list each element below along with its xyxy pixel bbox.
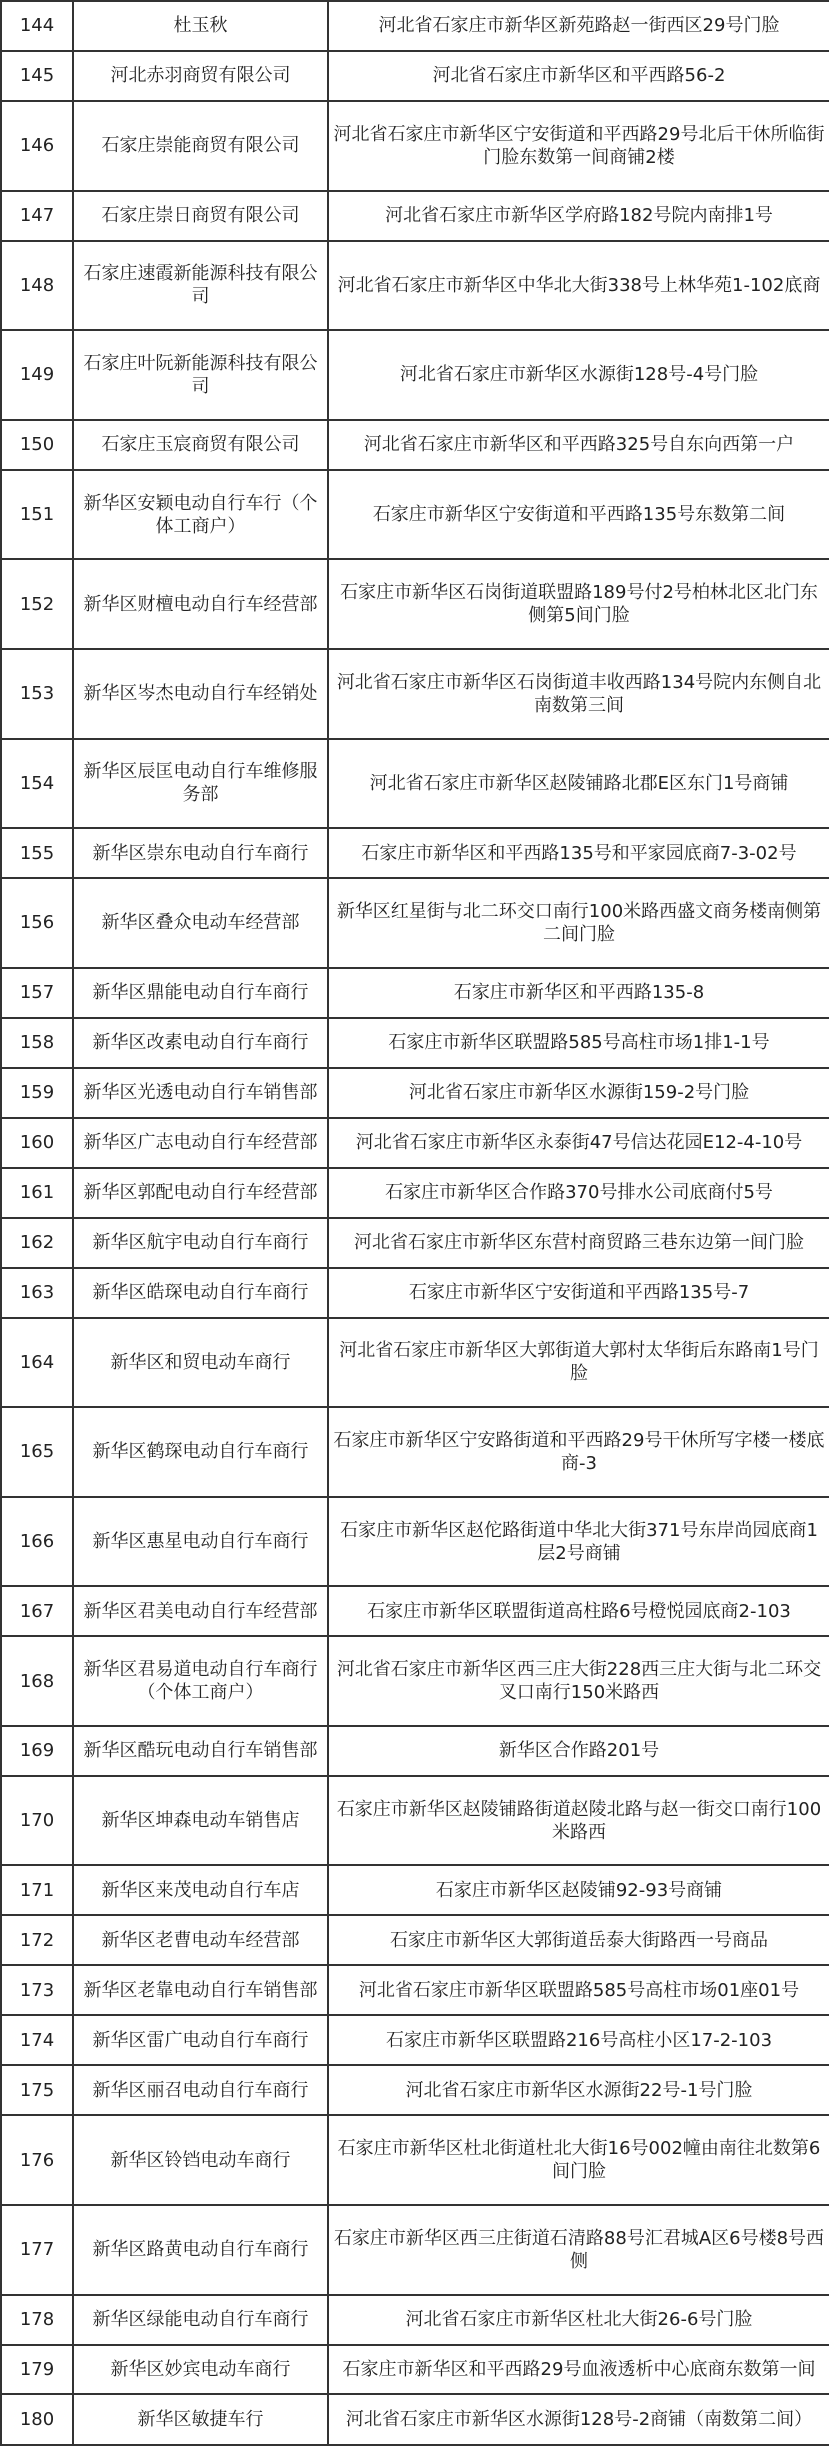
business-address: 石家庄市新华区宁安街道和平西路135号-7	[328, 1268, 829, 1318]
business-address: 河北省石家庄市新华区石岗街道丰收西路134号院内东侧自北南数第三间	[328, 649, 829, 739]
business-address: 河北省石家庄市新华区和平西路325号自东向西第一户	[328, 420, 829, 470]
business-name: 新华区和贸电动车商行	[73, 1318, 328, 1408]
row-number: 170	[1, 1776, 73, 1866]
table-row	[1, 559, 829, 649]
business-address: 河北省石家庄市新华区新苑路赵一街西区29号门脸	[328, 1, 829, 51]
table-row	[1, 1586, 829, 1636]
row-number: 180	[1, 2394, 73, 2445]
business-address: 石家庄市新华区和平西路29号血液透析中心底商东数第一间	[328, 2345, 829, 2395]
business-name: 石家庄玉宸商贸有限公司	[73, 420, 328, 470]
table-row	[1, 470, 829, 560]
business-name: 新华区惠星电动自行车商行	[73, 1497, 328, 1587]
table-row	[1, 191, 829, 241]
table-row	[1, 2115, 829, 2205]
table-row	[1, 1018, 829, 1068]
row-number: 156	[1, 878, 73, 968]
row-number: 144	[1, 1, 73, 51]
business-name: 新华区叠众电动车经营部	[73, 878, 328, 968]
row-number: 158	[1, 1018, 73, 1068]
row-number: 176	[1, 2115, 73, 2205]
business-address: 新华区合作路201号	[328, 1726, 829, 1776]
business-address: 河北省石家庄市新华区杜北大街26-6号门脸	[328, 2295, 829, 2345]
row-number: 179	[1, 2345, 73, 2395]
table-row	[1, 101, 829, 191]
business-name: 新华区财檀电动自行车经营部	[73, 559, 328, 649]
row-number: 163	[1, 1268, 73, 1318]
row-number: 164	[1, 1318, 73, 1408]
business-name: 石家庄叶阮新能源科技有限公司	[73, 330, 328, 420]
table-row	[1, 1168, 829, 1218]
table-row	[1, 878, 829, 968]
table-row	[1, 1915, 829, 1965]
row-number: 175	[1, 2065, 73, 2115]
business-name: 新华区皓琛电动自行车商行	[73, 1268, 328, 1318]
row-number: 149	[1, 330, 73, 420]
business-address: 石家庄市新华区大郭街道岳泰大街路西一号商品	[328, 1915, 829, 1965]
business-name: 新华区君易道电动自行车商行（个体工商户）	[73, 1636, 328, 1726]
business-name: 新华区安颖电动自行车行（个体工商户）	[73, 470, 328, 560]
row-number: 159	[1, 1068, 73, 1118]
row-number: 167	[1, 1586, 73, 1636]
row-number: 147	[1, 191, 73, 241]
table-row	[1, 649, 829, 739]
business-address: 石家庄市新华区联盟街道高柱路6号橙悦园底商2-103	[328, 1586, 829, 1636]
business-name: 新华区君美电动自行车经营部	[73, 1586, 328, 1636]
row-number: 160	[1, 1118, 73, 1168]
business-name: 新华区改素电动自行车商行	[73, 1018, 328, 1068]
row-number: 178	[1, 2295, 73, 2345]
table-body	[1, 1, 829, 2445]
row-number: 166	[1, 1497, 73, 1587]
business-address: 河北省石家庄市新华区西三庄大街228西三庄大街与北二环交叉口南行150米路西	[328, 1636, 829, 1726]
table-row	[1, 1965, 829, 2015]
business-address: 河北省石家庄市新华区和平西路56-2	[328, 51, 829, 101]
table-row	[1, 1118, 829, 1168]
business-name: 杜玉秋	[73, 1, 328, 51]
table-row	[1, 2345, 829, 2395]
table-row	[1, 2205, 829, 2295]
business-address: 石家庄市新华区杜北街道杜北大街16号002幢由南往北数第6间门脸	[328, 2115, 829, 2205]
business-address: 石家庄市新华区西三庄街道石清路88号汇君城A区6号楼8号西侧	[328, 2205, 829, 2295]
table-row	[1, 739, 829, 829]
business-name: 新华区老曹电动车经营部	[73, 1915, 328, 1965]
row-number: 174	[1, 2015, 73, 2065]
table-row	[1, 2015, 829, 2065]
row-number: 177	[1, 2205, 73, 2295]
business-name: 新华区郭配电动自行车经营部	[73, 1168, 328, 1218]
business-address: 河北省石家庄市新华区学府路182号院内南排1号	[328, 191, 829, 241]
business-address: 河北省石家庄市新华区水源街128号-2商铺（南数第二间）	[328, 2394, 829, 2445]
business-address: 河北省石家庄市新华区东营村商贸路三巷东边第一间门脸	[328, 1218, 829, 1268]
table-row	[1, 1865, 829, 1915]
business-name: 石家庄崇能商贸有限公司	[73, 101, 328, 191]
row-number: 150	[1, 420, 73, 470]
business-name: 新华区酷玩电动自行车销售部	[73, 1726, 328, 1776]
table-row	[1, 241, 829, 331]
business-name: 新华区妙宾电动车商行	[73, 2345, 328, 2395]
business-address: 石家庄市新华区宁安路街道和平西路29号干休所写字楼一楼底商-3	[328, 1407, 829, 1497]
business-name: 新华区鼎能电动自行车商行	[73, 968, 328, 1018]
business-address: 石家庄市新华区石岗街道联盟路189号付2号柏林北区北门东侧第5间门脸	[328, 559, 829, 649]
business-name: 新华区路黄电动自行车商行	[73, 2205, 328, 2295]
table-row	[1, 330, 829, 420]
row-number: 154	[1, 739, 73, 829]
business-name: 新华区来茂电动自行车店	[73, 1865, 328, 1915]
table-row	[1, 1068, 829, 1118]
table-row	[1, 1, 829, 51]
business-address: 河北省石家庄市新华区水源街22号-1号门脸	[328, 2065, 829, 2115]
table-row	[1, 420, 829, 470]
row-number: 162	[1, 1218, 73, 1268]
business-name: 新华区丽召电动自行车商行	[73, 2065, 328, 2115]
business-address: 新华区红星街与北二环交口南行100米路西盛文商务楼南侧第二间门脸	[328, 878, 829, 968]
business-name: 新华区岑杰电动自行车经销处	[73, 649, 328, 739]
row-number: 168	[1, 1636, 73, 1726]
row-number: 146	[1, 101, 73, 191]
business-name: 河北赤羽商贸有限公司	[73, 51, 328, 101]
table-row	[1, 2065, 829, 2115]
business-address: 河北省石家庄市新华区联盟路585号高柱市场01座01号	[328, 1965, 829, 2015]
table-row	[1, 2295, 829, 2345]
row-number: 165	[1, 1407, 73, 1497]
business-name: 新华区雷广电动自行车商行	[73, 2015, 328, 2065]
business-address: 河北省石家庄市新华区宁安街道和平西路29号北后干休所临街门脸东数第一间商铺2楼	[328, 101, 829, 191]
row-number: 172	[1, 1915, 73, 1965]
business-name: 新华区鹤琛电动自行车商行	[73, 1407, 328, 1497]
business-name: 新华区坤森电动车销售店	[73, 1776, 328, 1866]
business-address: 石家庄市新华区赵陵铺92-93号商铺	[328, 1865, 829, 1915]
business-address: 石家庄市新华区宁安街道和平西路135号东数第二间	[328, 470, 829, 560]
business-name: 新华区老靠电动自行车销售部	[73, 1965, 328, 2015]
table-row	[1, 1636, 829, 1726]
row-number: 171	[1, 1865, 73, 1915]
row-number: 145	[1, 51, 73, 101]
table-row	[1, 828, 829, 878]
business-name: 石家庄速霞新能源科技有限公司	[73, 241, 328, 331]
row-number: 151	[1, 470, 73, 560]
business-name: 新华区崇东电动自行车商行	[73, 828, 328, 878]
business-address: 河北省石家庄市新华区水源街159-2号门脸	[328, 1068, 829, 1118]
table-row	[1, 1268, 829, 1318]
business-name: 新华区航宇电动自行车商行	[73, 1218, 328, 1268]
row-number: 169	[1, 1726, 73, 1776]
row-number: 173	[1, 1965, 73, 2015]
business-address: 石家庄市新华区联盟路216号高柱小区17-2-103	[328, 2015, 829, 2065]
business-address: 石家庄市新华区合作路370号排水公司底商付5号	[328, 1168, 829, 1218]
row-number: 157	[1, 968, 73, 1018]
table-row	[1, 1318, 829, 1408]
row-number: 161	[1, 1168, 73, 1218]
business-name: 石家庄崇日商贸有限公司	[73, 191, 328, 241]
business-address: 石家庄市新华区和平西路135-8	[328, 968, 829, 1018]
business-name: 新华区敏捷车行	[73, 2394, 328, 2445]
business-address: 石家庄市新华区和平西路135号和平家园底商7-3-02号	[328, 828, 829, 878]
row-number: 148	[1, 241, 73, 331]
table-row	[1, 1497, 829, 1587]
table-row	[1, 51, 829, 101]
business-address: 河北省石家庄市新华区大郭街道大郭村太华街后东路南1号门脸	[328, 1318, 829, 1408]
business-address: 河北省石家庄市新华区水源街128号-4号门脸	[328, 330, 829, 420]
table-row	[1, 2394, 829, 2445]
row-number: 152	[1, 559, 73, 649]
row-number: 155	[1, 828, 73, 878]
business-address: 石家庄市新华区赵陵铺路街道赵陵北路与赵一街交口南行100米路西	[328, 1776, 829, 1866]
business-name: 新华区广志电动自行车经营部	[73, 1118, 328, 1168]
business-name: 新华区铃铛电动车商行	[73, 2115, 328, 2205]
business-address: 石家庄市新华区联盟路585号高柱市场1排1-1号	[328, 1018, 829, 1068]
business-address: 河北省石家庄市新华区赵陵铺路北郡E区东门1号商铺	[328, 739, 829, 829]
business-name: 新华区辰匡电动自行车维修服务部	[73, 739, 328, 829]
business-name: 新华区光透电动自行车销售部	[73, 1068, 328, 1118]
business-address: 石家庄市新华区赵佗路街道中华北大街371号东岸尚园底商1层2号商铺	[328, 1497, 829, 1587]
row-number: 153	[1, 649, 73, 739]
table-row	[1, 1776, 829, 1866]
table-row	[1, 1726, 829, 1776]
table-row	[1, 1218, 829, 1268]
business-name: 新华区绿能电动自行车商行	[73, 2295, 328, 2345]
business-address: 河北省石家庄市新华区永泰街47号信达花园E12-4-10号	[328, 1118, 829, 1168]
table-row	[1, 1407, 829, 1497]
business-address: 河北省石家庄市新华区中华北大街338号上林华苑1-102底商	[328, 241, 829, 331]
table-row	[1, 968, 829, 1018]
